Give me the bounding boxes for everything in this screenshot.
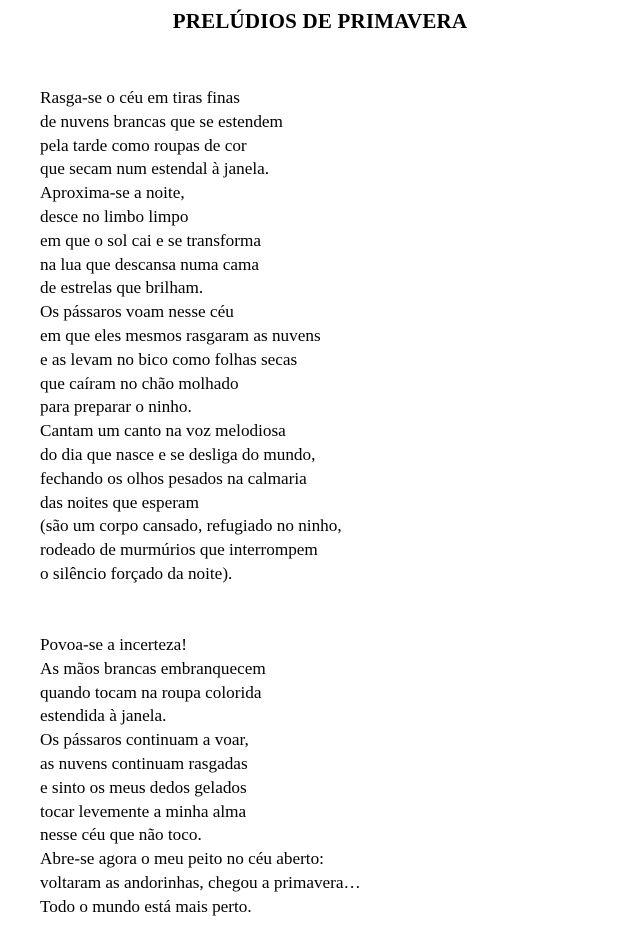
poem-line: em que eles mesmos rasgaram as nuvens <box>40 325 321 345</box>
poem-line: As mãos brancas embranquecem <box>40 658 266 678</box>
poem-line: em que o sol cai e se transforma <box>40 230 261 250</box>
poem-line: (são um corpo cansado, refugiado no ninho, <box>40 516 342 536</box>
poem-line: que secam num estendal à janela. <box>40 159 270 179</box>
poem-line: e as levam no bico como folhas secas <box>40 349 298 369</box>
poem-line: e sinto os meus dedos gelados <box>40 777 247 797</box>
poem-line: Abre-se agora o meu peito no céu aberto: <box>40 849 324 869</box>
stanza-2 <box>40 633 600 919</box>
poem-line: de estrelas que brilham. <box>40 278 204 298</box>
poem-line: estendida à janela. <box>40 706 167 726</box>
poem-line: rodeado de murmúrios que interrompem <box>40 540 318 560</box>
poem-line: de nuvens brancas que se estendem <box>40 111 283 131</box>
poem-line: Rasga-se o céu em tiras finas <box>40 88 240 107</box>
poem-line: do dia que nasce e se desliga do mundo, <box>40 444 316 464</box>
poem-line: para preparar o ninho. <box>40 397 192 417</box>
poem-line: fechando os olhos pesados na calmaria <box>40 468 307 488</box>
poem-line: Aproxima-se a noite, <box>40 183 185 203</box>
poem-line: das noites que esperam <box>40 492 199 512</box>
poem-line: Os pássaros continuam a voar, <box>40 730 249 750</box>
poem-line: nesse céu que não toco. <box>40 825 202 845</box>
poem-line: as nuvens continuam rasgadas <box>40 753 248 773</box>
poem-line: quando tocam na roupa colorida <box>40 682 262 702</box>
poem-line: que caíram no chão molhado <box>40 373 239 393</box>
poem-line: o silêncio forçado da noite). <box>40 563 233 583</box>
poem-line: voltaram as andorinhas, chegou a primavera… <box>40 872 361 892</box>
poem-line: Povoa-se a incerteza! <box>40 635 187 654</box>
poem-line: Todo o mundo está mais perto. <box>40 896 252 916</box>
stanza-1 <box>40 86 600 586</box>
poem-line: tocar levemente a minha alma <box>40 801 247 821</box>
poem-line: Os pássaros voam nesse céu <box>40 302 234 322</box>
poem-line: desce no limbo limpo <box>40 206 189 226</box>
poem-line: Cantam um canto na voz melodiosa <box>40 421 286 441</box>
poem-title: PRELÚDIOS DE PRIMAVERA <box>172 9 468 33</box>
poem-line: na lua que descansa numa cama <box>40 254 260 274</box>
poem-line: pela tarde como roupas de cor <box>40 135 247 155</box>
